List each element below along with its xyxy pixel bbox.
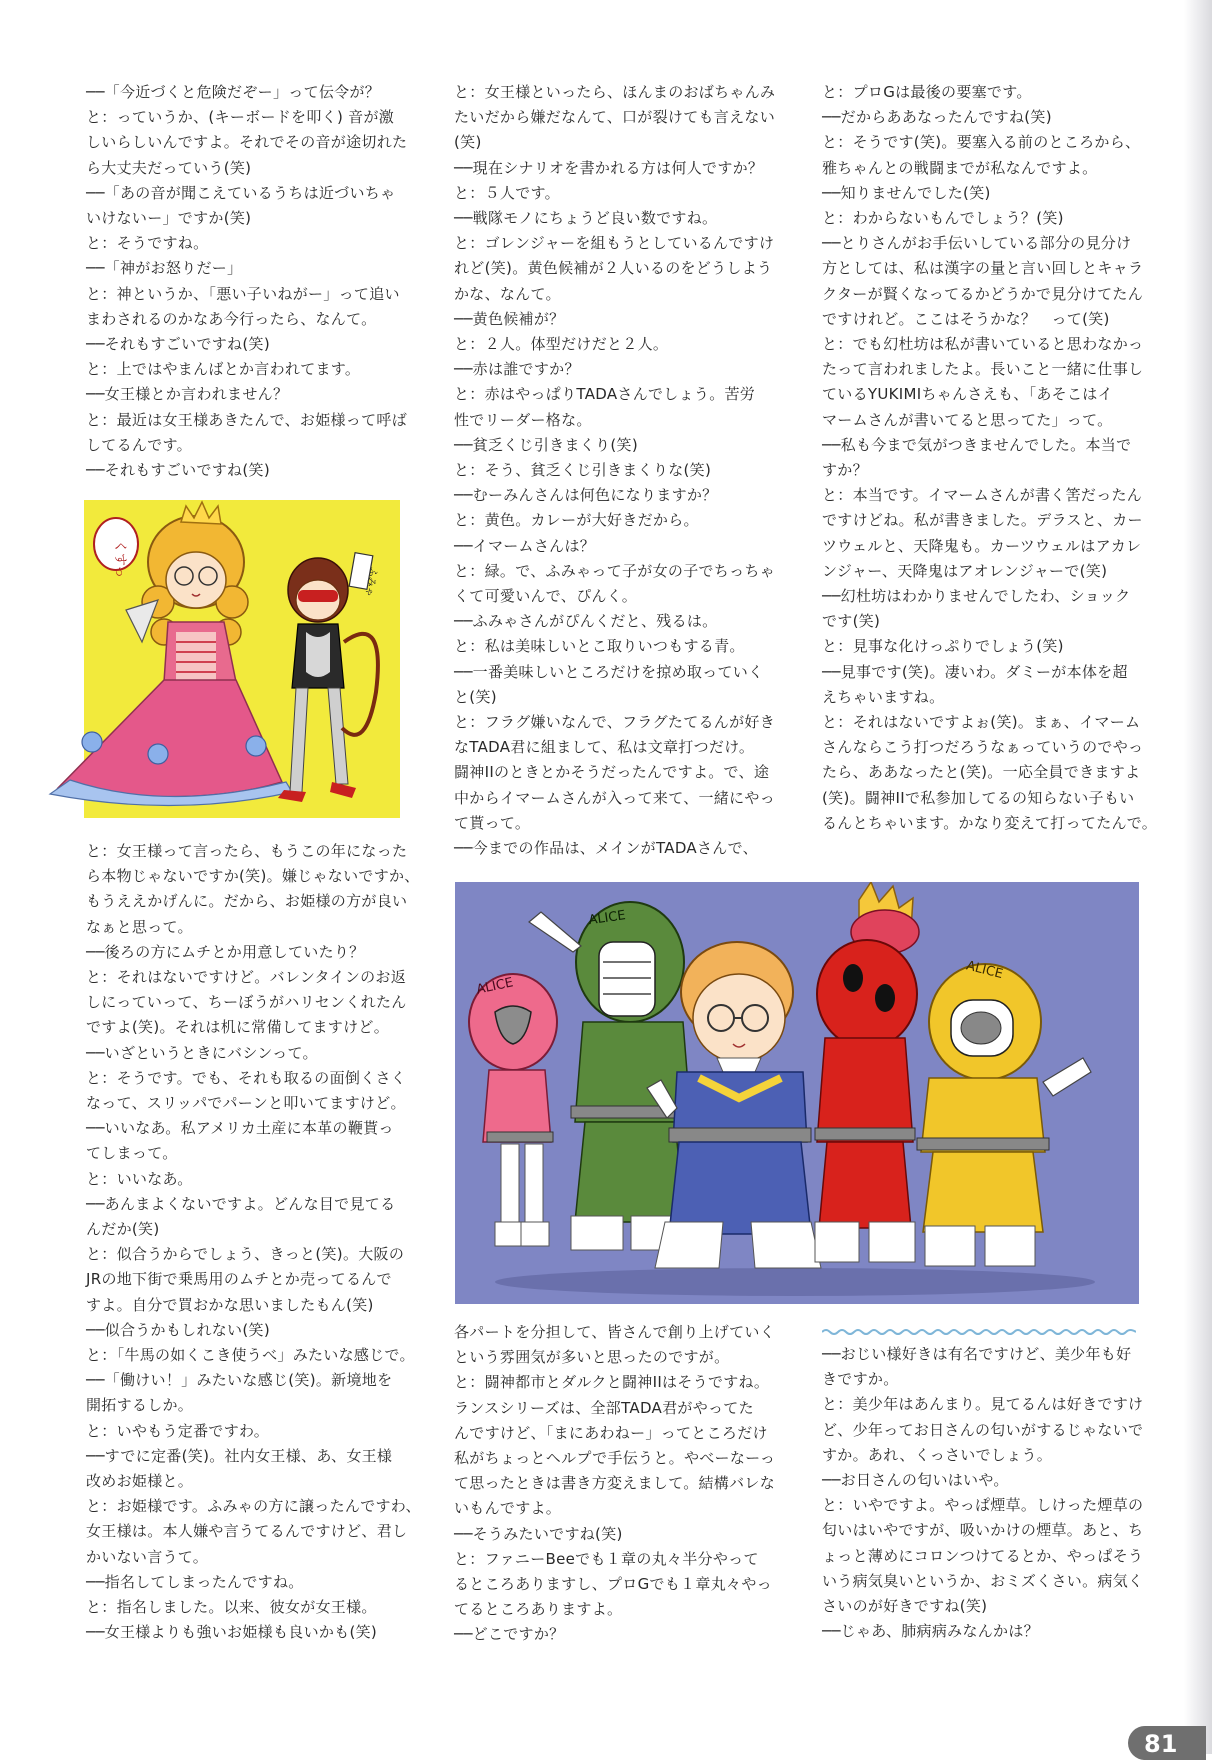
text-line: と：「牛馬の如くこき使うべ」みたいな感じで。 bbox=[86, 1346, 415, 1365]
princess-face bbox=[166, 552, 226, 608]
text-line: (笑) bbox=[454, 133, 482, 152]
text-line: 開拓するしか。 bbox=[86, 1396, 194, 1415]
text-line: くて可愛いんで、ぴんく。 bbox=[454, 587, 638, 606]
text-line: ──ふみゃさんがぴんくだと、残るは。 bbox=[454, 612, 718, 631]
text-line: ──「今近づくと危険だぞー」って伝令が？ bbox=[86, 83, 381, 101]
text-line: 闘神IIのときとかそうだったんですよ。で、途 bbox=[454, 763, 770, 782]
text-line: たら、ああなったと(笑)。一応全員できますよ bbox=[822, 763, 1141, 782]
text-line: ですけどね。私が書きました。デラスと、カー bbox=[822, 511, 1143, 530]
text-line: たって言われましたよ。長いこと一緒に仕事し bbox=[822, 360, 1144, 379]
text-line: ──それもすごいですね(笑) bbox=[86, 335, 270, 354]
text-line: ──あんまよくないですよ。どんな目で見てる bbox=[86, 1194, 396, 1213]
text-line: ら本物じゃないですか(笑)。嫌じゃないですか、 bbox=[86, 867, 420, 886]
interview-column-middle-lower bbox=[454, 1320, 784, 1648]
text-line: ──「神がお怒りだー」 bbox=[86, 259, 243, 278]
text-line: という雰囲気が多いと思ったのですが。 bbox=[454, 1348, 730, 1367]
text-line: と：最近は女王様あきたんで、お姫様って呼ば bbox=[86, 410, 408, 429]
text-line: と：そう、貧乏くじ引きまくりな(笑) bbox=[454, 461, 712, 480]
text-line: て思ったときは書き方変えまして。結構バレな bbox=[454, 1474, 776, 1493]
text-line: ──指名してしまったんですね。 bbox=[86, 1572, 304, 1591]
text-line: と：本当です。イマームさんが書く筈だったん bbox=[822, 486, 1143, 505]
text-line: れど(笑)。黄色候補が２人いるのをどうしよう bbox=[454, 259, 773, 278]
text-line: ──今までの作品は、メインがTADAさんで、 bbox=[454, 839, 758, 858]
interview-column-middle-upper bbox=[454, 80, 784, 861]
text-line: と：いやもう定番ですわ。 bbox=[86, 1421, 270, 1440]
text-line: と(笑) bbox=[454, 687, 497, 706]
text-line: と：２人。体型だけだと２人。 bbox=[454, 335, 669, 354]
text-line: ──女王様よりも強いお姫様も良いかも(笑) bbox=[86, 1623, 378, 1642]
text-line: ──幻杜坊はわかりませんでしたわ、ショック bbox=[822, 587, 1131, 606]
text-line: いけないー」ですか(笑) bbox=[86, 209, 252, 228]
text-line: と：いいなあ。 bbox=[86, 1169, 193, 1188]
text-line: と：見事な化けっぷりでしょう(笑) bbox=[822, 637, 1064, 656]
text-line: さいのが好きですね(笑) bbox=[822, 1597, 988, 1616]
interview-column-left-upper bbox=[86, 80, 406, 483]
interview-column-right-upper bbox=[822, 80, 1158, 836]
text-line: 私がちょっとヘルプで手伝うと。やべーなーっ bbox=[454, 1449, 776, 1468]
text-line: ──現在シナリオを書かれる方は何人ですか？ bbox=[454, 158, 764, 177]
text-line: ──そうみたいですね(笑) bbox=[454, 1524, 623, 1543]
text-line: と：上ではやまんばとか言われてます。 bbox=[86, 360, 361, 379]
text-line: と：私は美味しいとこ取りいつもする青。 bbox=[454, 637, 745, 656]
text-line: て貰って。 bbox=[454, 813, 531, 832]
text-line: と：っていうか、(キーボードを叩く) 音が激 bbox=[86, 108, 395, 127]
text-line: ──お日さんの匂いはいや。 bbox=[822, 1471, 1009, 1490]
text-line: と：そうです。でも、それも取るの面倒くさく bbox=[86, 1068, 407, 1087]
text-line: ているYUKIMIちゃんさえも、「あそこはイ bbox=[822, 385, 1113, 404]
text-line: なTADA君に組まして、私は文章打つだけ。 bbox=[454, 738, 755, 757]
text-line: と：赤はやっぱりTADAさんでしょう。苦労 bbox=[454, 385, 756, 404]
text-line: ょっと薄めにコロンつけてるとか、やっぱそう bbox=[822, 1546, 1144, 1565]
text-line: ──私も今まで気がつきませんでした。本当で bbox=[822, 435, 1132, 454]
text-line: しにっていって、ちーぼうがハリセンくれたん bbox=[86, 993, 407, 1012]
text-line: と：それはないですけど。バレンタインのお返 bbox=[86, 968, 407, 987]
text-line: と：５人です。 bbox=[454, 183, 560, 202]
text-line: 改めお姫様と。 bbox=[86, 1472, 194, 1491]
text-line: してるんです。 bbox=[86, 435, 192, 454]
illustration-princess-and-queen bbox=[46, 492, 400, 822]
text-line: 各パートを分担して、皆さんで創り上げていく bbox=[454, 1323, 776, 1341]
text-line: すか。あれ、くっさいでしょう。 bbox=[822, 1445, 1053, 1464]
text-line: ツウェルと、天降鬼も。カーツウェルはアカレ bbox=[822, 536, 1142, 555]
text-line: ──赤は誰ですか？ bbox=[454, 360, 580, 379]
text-line: ──黄色候補が？ bbox=[454, 309, 565, 328]
text-line: まわされるのかなあ今行ったら、なんて。 bbox=[86, 309, 377, 328]
text-line: 方としては、私は漢字の量と言い回しとキャラ bbox=[822, 259, 1144, 278]
text-line: ──「働けい！」みたいな感じ(笑)。新境地を bbox=[86, 1371, 393, 1390]
text-line: と：フラグ嫌いなんで、フラグたてるんが好き bbox=[454, 713, 776, 732]
text-line: です(笑) bbox=[822, 612, 881, 631]
text-line: と：そうですね。 bbox=[86, 234, 209, 253]
text-line: ──女王様とか言われません？ bbox=[86, 385, 289, 404]
green-visor bbox=[599, 942, 655, 1016]
text-line: ランスシリーズは、全部TADA君がやってた bbox=[454, 1398, 754, 1417]
text-line: なって、スリッパでパーンと叩いてますけど。 bbox=[86, 1094, 406, 1113]
text-line: なぁと思って。 bbox=[86, 917, 193, 936]
wavy-divider bbox=[822, 1328, 1136, 1336]
text-line: ──どこですか？ bbox=[454, 1625, 565, 1644]
speech-bubble-text: くすっ bbox=[112, 540, 127, 579]
text-line: 中からイマームさんが入って来て、一緒にやっ bbox=[454, 788, 776, 807]
text-line: と：黄色。カレーが大好きだから。 bbox=[454, 511, 699, 530]
text-line: と：似合うからでしょう、きっと(笑)。大阪の bbox=[86, 1245, 405, 1264]
text-line: ──むーみんさんは何色になりますか？ bbox=[454, 486, 718, 505]
text-line: ──それもすごいですね(笑) bbox=[86, 461, 270, 480]
text-line: と：そうです(笑)。要塞入る前のところから、 bbox=[822, 133, 1141, 152]
mask-icon bbox=[298, 590, 338, 602]
text-line: ──戦隊モノにちょうど良い数ですね。 bbox=[454, 209, 718, 228]
text-line: と：緑。で、ふみゃって子が女の子でちっちゃ bbox=[454, 561, 776, 580]
text-line: と：わからないもんでしょう？(笑) bbox=[822, 209, 1064, 228]
text-line: ──とりさんがお手伝いしている部分の見分け bbox=[822, 234, 1132, 253]
text-line: えちゃいますね。 bbox=[822, 687, 945, 706]
interview-column-left-lower bbox=[86, 839, 421, 1646]
text-line: さんならこう打つだろうなぁっていうのでやっ bbox=[822, 738, 1144, 757]
illustration-five-rangers bbox=[455, 882, 1139, 1304]
text-line: と：ゴレンジャーを組もうとしているんですけ bbox=[454, 234, 775, 253]
text-line: ──いいなあ。私アメリカ土産に本革の鞭貰っ bbox=[86, 1119, 394, 1138]
text-line: るんとちゃいます。かなり変えて打ってたんで。 bbox=[822, 813, 1158, 832]
text-line: かいない言うて。 bbox=[86, 1547, 209, 1566]
text-line: マームさんが書いてると思ってた」って。 bbox=[822, 410, 1113, 429]
bow-icon bbox=[82, 732, 102, 752]
interview-column-right-lower bbox=[822, 1342, 1152, 1644]
text-line: たいだから嫌だなんて、口が裂けても言えない bbox=[454, 108, 776, 127]
text-line: すか？ bbox=[822, 461, 868, 480]
text-line: と：いやですよ。やっぱ煙草。しけった煙草の bbox=[822, 1496, 1144, 1515]
text-line: JRの地下街で乗馬用のムチとか売ってるんで bbox=[86, 1270, 392, 1289]
text-line: ──貧乏くじ引きまくり(笑) bbox=[454, 435, 638, 454]
text-line: と：指名しました。以来、彼女が女王様。 bbox=[86, 1598, 377, 1617]
text-line: すよ。自分で買おかな思いましたもん(笑) bbox=[86, 1295, 374, 1314]
helmet-label-yellow: ALICE bbox=[964, 958, 1005, 983]
page-number: 81 bbox=[1128, 1726, 1206, 1760]
page-edge-shadow bbox=[1184, 0, 1212, 1754]
text-line: ──似合うかもしれない(笑) bbox=[86, 1320, 270, 1339]
text-line: 女王様は。本人嫌や言うてるんですけど、君し bbox=[86, 1522, 408, 1541]
text-line: んだか(笑) bbox=[86, 1220, 160, 1239]
text-line: ど、少年ってお日さんの匂いがするじゃないで bbox=[822, 1420, 1144, 1439]
text-line: んですけど、「まにあわねー」ってところだけ bbox=[454, 1423, 768, 1442]
text-line: (笑)。闘神IIで私参加してるの知らない子もい bbox=[822, 788, 1135, 807]
text-line: ──すでに定番(笑)。社内女王様、あ、女王様 bbox=[86, 1446, 393, 1465]
text-line: ──だからああなったんですね(笑) bbox=[822, 108, 1052, 127]
text-line: もうええかげんに。だから、お姫様の方が良い bbox=[86, 892, 408, 911]
text-line: 匂いはいやですが、吸いかけの煙草。あと、ち bbox=[822, 1521, 1144, 1540]
text-line: いう病気臭いというか、おミズくさい。病気く bbox=[822, 1571, 1144, 1590]
text-line: てしまって。 bbox=[86, 1144, 178, 1163]
text-line: と：神というか、「悪い子いねがー」って追い bbox=[86, 284, 400, 303]
text-line: と：闘神都市とダルクと闘神IIはそうですね。 bbox=[454, 1373, 770, 1392]
text-line: と：美少年はあんまり。見てるんは好きですけ bbox=[822, 1395, 1144, 1414]
text-line: と：女王様といったら、ほんまのおばちゃんみ bbox=[454, 83, 776, 101]
text-line: ──じゃあ、肺病病みなんかは？ bbox=[822, 1622, 1039, 1641]
text-line: ら大丈夫だっていう(笑) bbox=[86, 158, 252, 177]
helmet-label-pink: ALICE bbox=[475, 975, 515, 998]
text-line: 性でリーダー格な。 bbox=[454, 410, 592, 429]
text-line: と：ファニーBeeでも１章の丸々半分やって bbox=[454, 1549, 759, 1568]
text-line: ですよ(笑)。それは机に常備してますけど。 bbox=[86, 1018, 390, 1037]
text-line: てるところありますよ。 bbox=[454, 1600, 623, 1619]
text-line: しいらしいんですよ。それでその音が途切れた bbox=[86, 133, 408, 152]
text-line: 雅ちゃんとの戦闘までが私なんですよ。 bbox=[822, 158, 1098, 177]
text-line: と：それはないですよぉ(笑)。まぁ、イマーム bbox=[822, 713, 1141, 732]
text-line: ──一番美味しいところだけを掠め取っていく bbox=[454, 662, 764, 681]
text-line: かな、なんて。 bbox=[454, 284, 561, 303]
text-line: ──見事です(笑)。凄いわ。ダミーが本体を超 bbox=[822, 662, 1128, 681]
text-line: と：女王様って言ったら、もうこの年になった bbox=[86, 842, 408, 860]
text-line: ──「あの音が聞こえているうちは近づいちゃ bbox=[86, 183, 396, 202]
text-line: ──イマームさんは？ bbox=[454, 536, 596, 555]
text-line: るところありますし、プロGでも１章丸々やっ bbox=[454, 1575, 772, 1594]
text-line: ──知りませんでした(笑) bbox=[822, 183, 991, 202]
text-line: と：プロGは最後の要塞です。 bbox=[822, 83, 1032, 101]
text-line: ──おじい様好きは有名ですけど、美少年も好 bbox=[822, 1345, 1132, 1363]
text-line: クターが賢くなってるかどうかで見分けてたん bbox=[822, 284, 1144, 303]
text-line: ンジャー、天降鬼はアオレンジャーで(笑) bbox=[822, 561, 1108, 580]
name-tag-text: ふみゃ bbox=[362, 566, 379, 598]
text-line: きですか。 bbox=[822, 1370, 899, 1389]
text-line: ──いざというときにバシンって。 bbox=[86, 1043, 318, 1062]
text-line: ですけれど。ここはそうかな？ って(笑) bbox=[822, 309, 1110, 328]
text-line: と：でも幻杜坊は私が書いていると思わなかっ bbox=[822, 335, 1144, 354]
text-line: と：お姫様です。ふみゃの方に譲ったんですわ、 bbox=[86, 1497, 421, 1516]
text-line: いもんですよ。 bbox=[454, 1499, 562, 1518]
text-line: ──後ろの方にムチとか用意していたり？ bbox=[86, 942, 365, 961]
helmet-label-green: ALICE bbox=[587, 908, 627, 929]
